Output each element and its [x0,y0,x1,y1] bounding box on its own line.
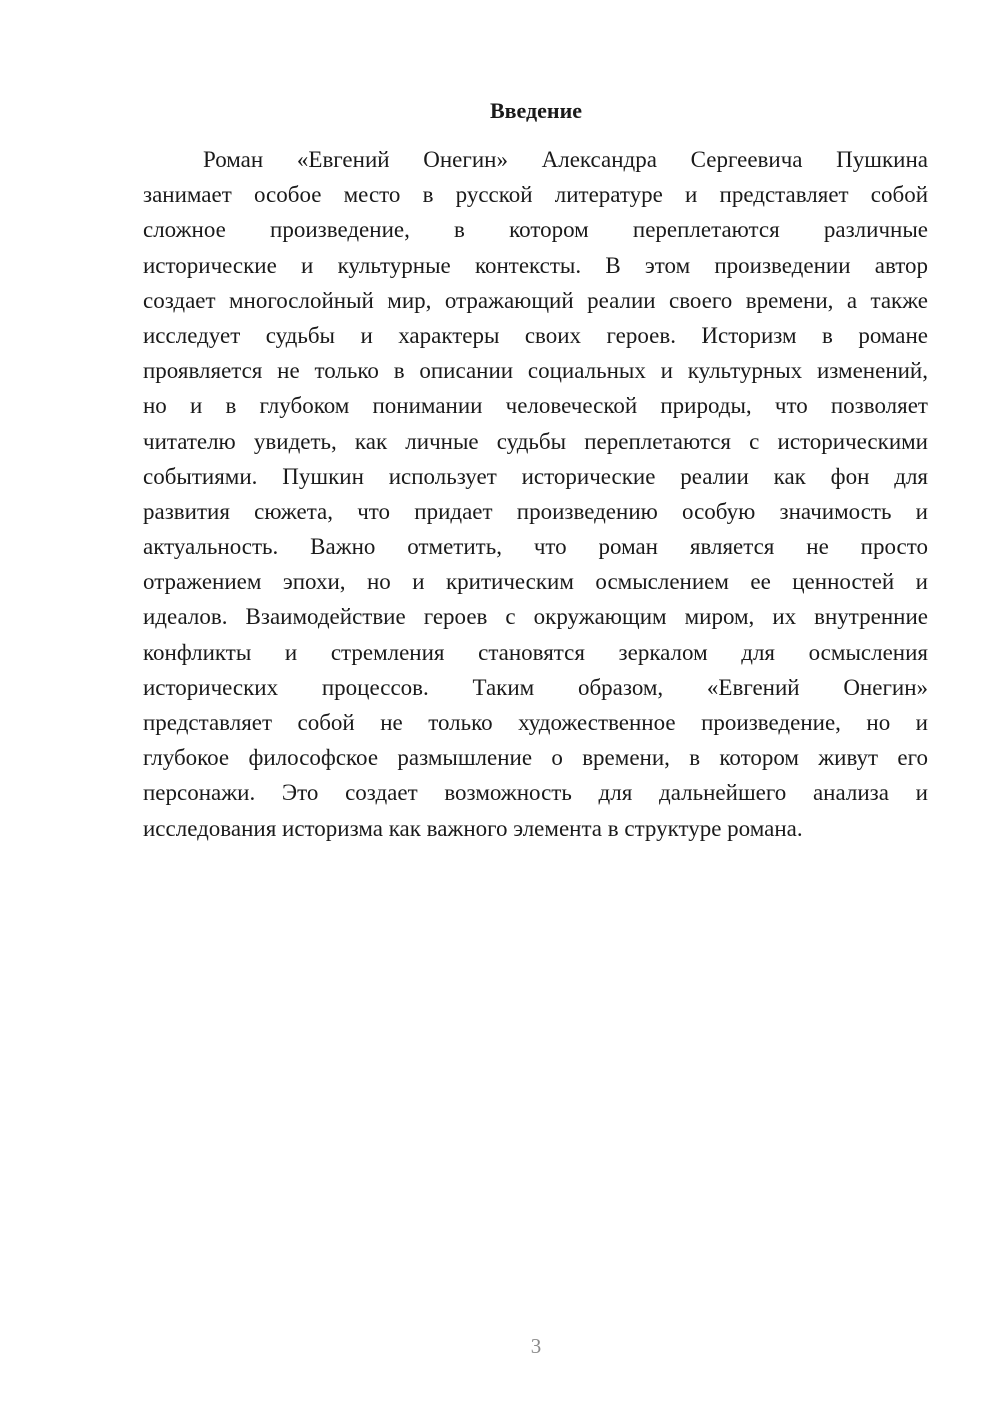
paragraph-line: событиями. Пушкин использует исторические реалии как фон для [143,463,928,489]
paragraph-line: занимает особое место в русской литературе и представляет собой [143,182,928,208]
paragraph-line: читателю увидеть, как личные судьбы переплетаются с историческими [143,428,928,454]
paragraph-line: исторических процессов. Таким образом, «Евгений Онегин» [143,674,928,700]
paragraph-line: глубокое философское размышление о времени, в котором живут его [143,745,928,771]
paragraph-line: представляет собой не только художественное произведение, но и [143,710,928,735]
paragraph-line: создает многослойный мир, отражающий реалии своего времени, а также [143,287,928,313]
paragraph-line: конфликты и стремления становятся зеркалом для осмысления [143,639,928,665]
paragraph-line: сложное произведение, в котором переплетаются различные [143,217,928,243]
paragraph-line: отражением эпохи, но и критическим осмыслением ее ценностей и [143,569,928,595]
paragraph-line: исторические и культурные контексты. В этом произведении автор [143,252,928,278]
section-heading: Введение [489,98,583,123]
paragraph-line: исследует судьбы и характеры своих героев. Историзм в романе [143,322,928,348]
paragraph-line: персонажи. Это создает возможность для дальнейшего анализа и [143,780,928,806]
paragraph-line: Роман «Евгений Онегин» Александра Сергеевича Пушкина [203,147,928,172]
paragraph-line: идеалов. Взаимодействие героев с окружающим миром, их внутренние [143,604,928,630]
paragraph-line: исследования историзма как важного элемента в структуре романа. [143,815,803,841]
page-number: 3 [530,1334,542,1358]
paragraph-line: проявляется не только в описании социальных и культурных изменений, [143,358,928,384]
body-paragraph [143,142,928,846]
paragraph-line: актуальность. Важно отметить, что роман является не просто [143,534,928,560]
paragraph-line: развития сюжета, что придает произведению особую значимость и [143,498,928,524]
paragraph-line: но и в глубоком понимании человеческой природы, что позволяет [143,393,928,419]
